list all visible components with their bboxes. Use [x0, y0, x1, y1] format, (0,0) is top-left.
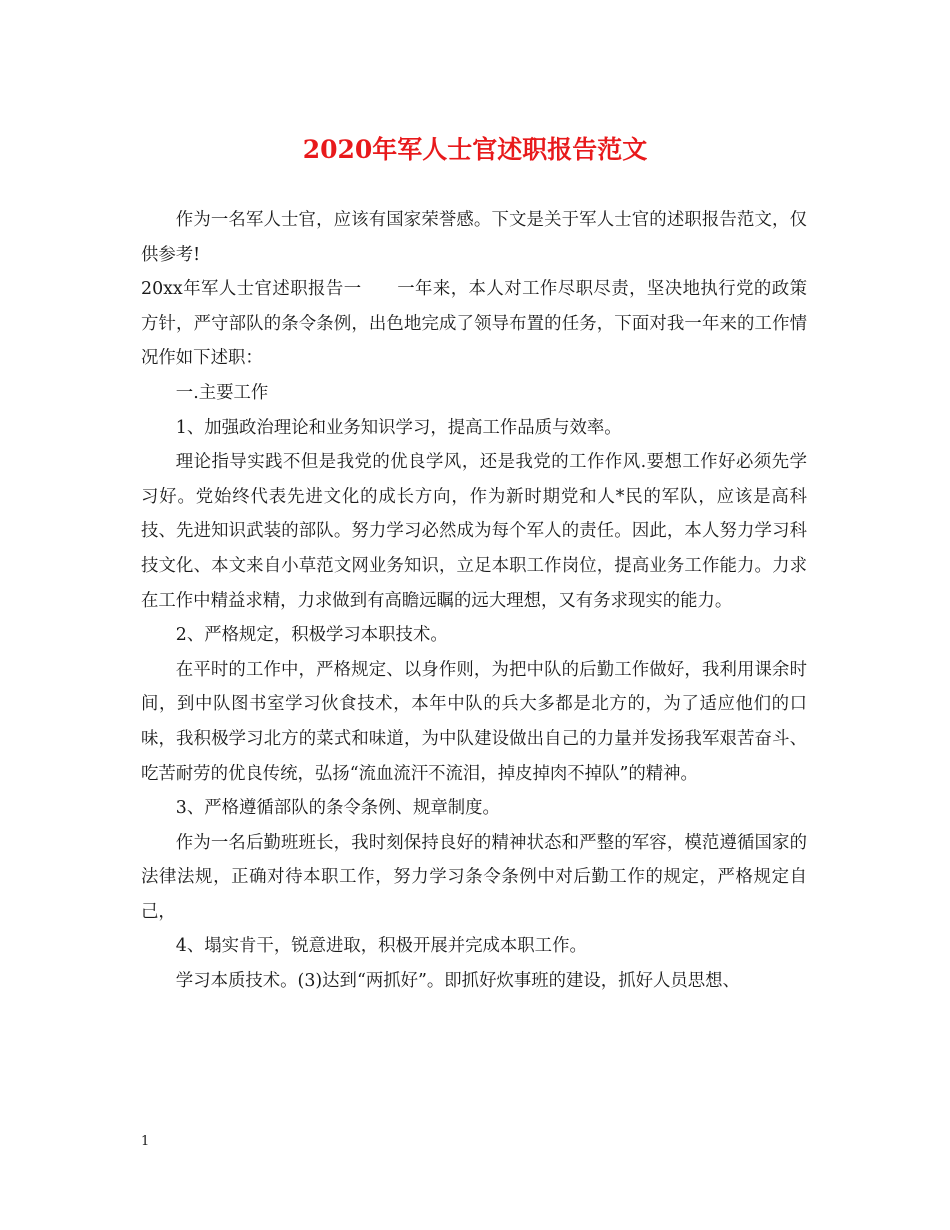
document-title: 2020年军人士官述职报告范文	[302, 135, 648, 164]
paragraph: 学习本质技术。(3)达到“两抓好”。即抓好炊事班的建设，抓好人员思想、	[175, 971, 740, 992]
paragraph: 作为一名军人士官，应该有国家荣誉感。下文是关于军人士官的述职报告范文，仅供参考!	[141, 210, 807, 265]
paragraph: 1、加强政治理论和业务知识学习，提高工作品质与效率。	[175, 417, 622, 438]
paragraph: 4、塌实肯干，锐意进取，积极开展并完成本职工作。	[175, 936, 587, 957]
document-body	[141, 203, 807, 999]
page-number: 1	[141, 1134, 150, 1149]
paragraph: 2、严格规定，积极学习本职技术。	[175, 625, 448, 646]
paragraph: 理论指导实践不但是我党的优良学风，还是我党的工作作风.要想工作好必须先学习好。党始终代表先进文化的成长方向，作为新时期党和人*民的军队，应该是高科技、先进知识武装的部队。努力学习必然成为每个军人的责任。因此，本人努力学习科技文化、本文来自小草范文网业务知识，立足本职工作岗位，提高业务工作能力。力求在工作中精益求精，力求做到有高瞻远瞩的远大理想，又有务求现实的能力。	[141, 452, 807, 611]
paragraph: 20xx年军人士官述职报告一 一年来，本人对工作尽职尽责，坚决地执行党的政策方针，严守部队的条令条例，出色地完成了领导布置的任务，下面对我一年来的工作情况作如下述职：	[141, 279, 807, 369]
paragraph: 在平时的工作中，严格规定、以身作则，为把中队的后勤工作做好，我利用课余时间，到中队图书室学习伙食技术，本年中队的兵大多都是北方的，为了适应他们的口味，我积极学习北方的菜式和味道，为中队建设做出自己的力量并发扬我军艰苦奋斗、吃苦耐劳的优良传统，弘扬“流血流汗不流泪，掉皮掉肉不掉队”的精神。	[141, 659, 807, 784]
paragraph: 3、严格遵循部队的条令条例、规章制度。	[175, 798, 500, 819]
paragraph: 作为一名后勤班班长，我时刻保持良好的精神状态和严整的军容，模范遵循国家的法律法规，正确对待本职工作，努力学习条令条例中对后勤工作的规定，严格规定自己，	[141, 832, 807, 922]
paragraph: 一.主要工作	[175, 382, 269, 403]
